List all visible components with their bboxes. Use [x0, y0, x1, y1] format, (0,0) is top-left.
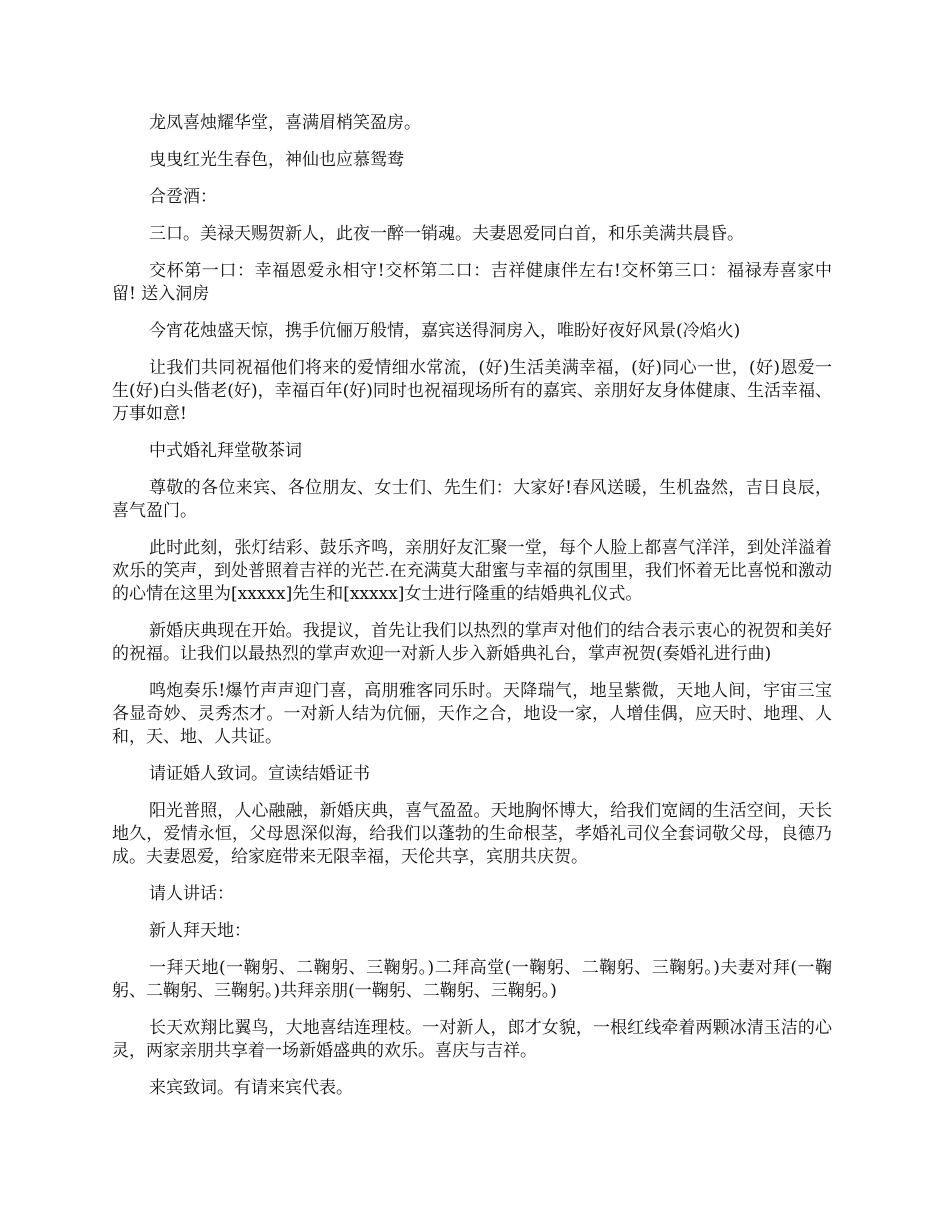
- paragraph: 新婚庆典现在开始。我提议，首先让我们以热烈的掌声对他们的结合表示衷心的祝贺和美好的祝福。让我们以最热烈的掌声欢迎一对新人步入新婚典礼台，掌声祝贺(奏婚礼进行曲): [112, 621, 832, 664]
- paragraph: 交杯第一口：幸福恩爱永相守!交杯第二口：吉祥健康伴左右!交杯第三口：福禄寿喜家中留! 送入洞房: [112, 261, 832, 304]
- paragraph: 鸣炮奏乐!爆竹声声迎门喜，高朋雅客同乐时。天降瑞气，地呈紫微，天地人间，宇宙三宝各显奇妙、灵秀杰才。一对新人结为伉俪，天作之合，地设一家，人增佳偶，应天时、地理、人和，天、地、人共证。: [112, 681, 832, 747]
- paragraph: 新人拜天地：: [149, 921, 251, 941]
- paragraph: 龙凤喜烛耀华堂，喜满眉梢笑盈房。: [149, 113, 421, 133]
- paragraph: 合卺酒：: [149, 187, 217, 207]
- paragraph: 请证婚人致词。宣读结婚证书: [149, 764, 370, 784]
- paragraph: 来宾致词。有请来宾代表。: [149, 1078, 353, 1098]
- paragraph: 三口。美禄天赐贺新人，此夜一醉一销魂。夫妻恩爱同白首，和乐美满共晨昏。: [149, 224, 744, 244]
- paragraph: 请人讲话：: [149, 884, 234, 904]
- document-page: [112, 112, 832, 1114]
- paragraph: 让我们共同祝福他们将来的爱情细水常流，(好)生活美满幸福，(好)同心一世，(好)恩爱一生(好)白头偕老(好)，幸福百年(好)同时也祝福现场所有的嘉宾、亲朋好友身体健康、生活幸福、万事如意!: [112, 358, 832, 424]
- paragraph: 尊敬的各位来宾、各位朋友、女士们、先生们：大家好!春风送暖，生机盎然，吉日良辰，喜气盈门。: [112, 478, 832, 521]
- paragraph: 此时此刻，张灯结彩、鼓乐齐鸣，亲朋好友汇聚一堂，每个人脸上都喜气洋洋，到处洋溢着欢乐的笑声，到处普照着吉祥的光芒.在充满莫大甜蜜与幸福的氛围里，我们怀着无比喜悦和激动的心情在这里为[xxxxx]先生和[xxxxx]女士进行隆重的结婚典礼仪式。: [112, 538, 832, 604]
- paragraph: 长天欢翔比翼鸟，大地喜结连理枝。一对新人，郎才女貌，一根红线牵着两颗冰清玉洁的心灵，两家亲朋共享着一场新婚盛典的欢乐。喜庆与吉祥。: [112, 1018, 832, 1061]
- paragraph: 今宵花烛盛天惊，携手伉俪万般情，嘉宾送得洞房入，唯盼好夜好风景(冷焰火): [149, 321, 741, 341]
- paragraph: 阳光普照，人心融融，新婚庆典，喜气盈盈。天地胸怀博大，给我们宽阔的生活空间，天长地久，爱情永恒，父母恩深似海，给我们以蓬勃的生命根茎，孝婚礼司仪全套词敬父母，良德乃成。夫妻恩爱，给家庭带来无限幸福，天伦共享，宾朋共庆贺。: [112, 801, 832, 867]
- paragraph: 一拜天地(一鞠躬、二鞠躬、三鞠躬。)二拜高堂(一鞠躬、二鞠躬、三鞠躬。)夫妻对拜(一鞠躬、二鞠躬、三鞠躬。)共拜亲朋(一鞠躬、二鞠躬、三鞠躬。): [112, 958, 832, 1001]
- section-heading: 中式婚礼拜堂敬茶词: [149, 441, 302, 461]
- paragraph: 曳曳红光生春色，神仙也应慕鸳鸯: [149, 150, 404, 170]
